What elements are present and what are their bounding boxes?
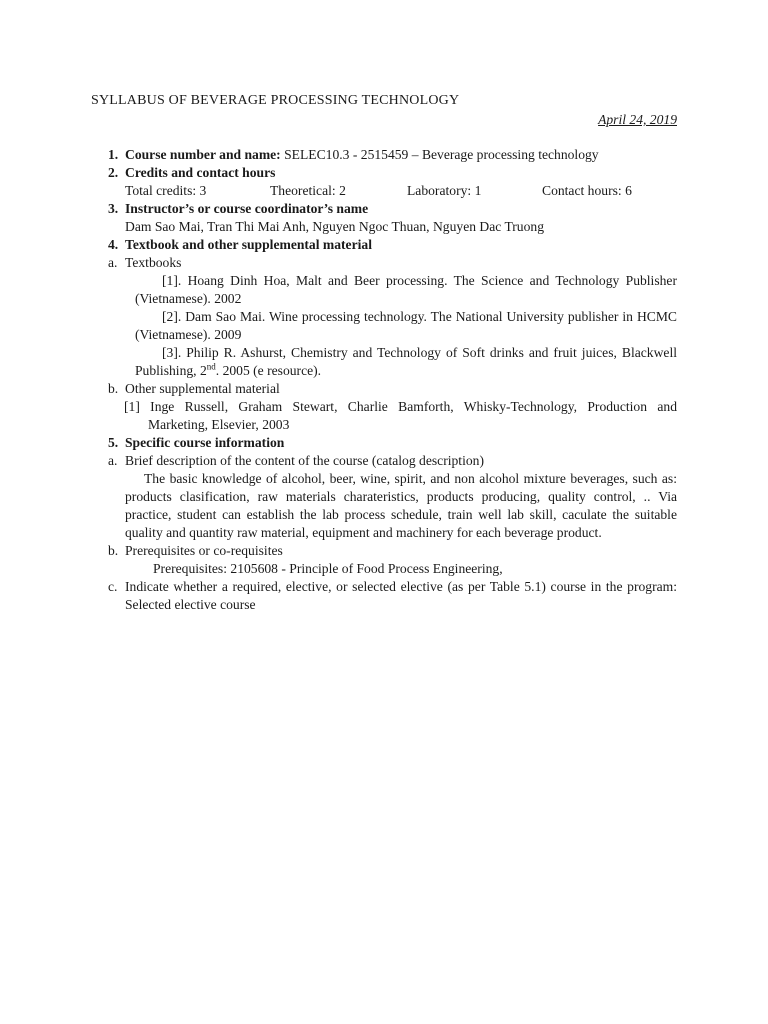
laboratory-credits: Laboratory: 1: [407, 183, 482, 198]
textbooks-item: [91, 254, 677, 272]
instructor-names: Dam Sao Mai, Tran Thi Mai Anh, Nguyen Ngoc Thuan, Nguyen Dac Truong: [125, 219, 544, 234]
reference-text: [3]. Philip R. Ashurst, Chemistry and Technology of Soft drinks and fruit juices, Blackwell Publishing, 2: [135, 345, 677, 378]
textbook-reference-3: [91, 344, 677, 380]
item-label: Other supplemental material: [125, 381, 280, 396]
document-body: [91, 146, 677, 614]
section-number: 1.: [108, 147, 119, 162]
theoretical-credits: Theoretical: 2: [270, 183, 346, 198]
course-number-name: SELEC10.3 - 2515459 – Beverage processing technology: [280, 147, 599, 162]
section-number: 4.: [108, 237, 119, 252]
prerequisites-item: [91, 542, 677, 560]
section-number: 2.: [108, 165, 119, 180]
item-label: Brief description of the content of the course (catalog description): [125, 453, 484, 468]
ordinal-superscript: nd: [206, 361, 216, 372]
prerequisites-text: Prerequisites: 2105608 - Principle of Food Process Engineering,: [153, 561, 503, 576]
section-number: 5.: [108, 435, 119, 450]
course-type-text: Indicate whether a required, elective, or selected elective (as per Table 5.1) course in the program: Selected elective course: [125, 579, 677, 612]
course-type-item: [91, 578, 677, 614]
item-letter: a.: [108, 255, 118, 270]
document-title: SYLLABUS OF BEVERAGE PROCESSING TECHNOLOGY: [91, 93, 460, 108]
reference-text-tail: . 2005 (e resource).: [215, 363, 322, 378]
textbook-reference-1: [1]. Hoang Dinh Hoa, Malt and Beer processing. The Science and Technology Publisher (Vietnamese). 2002: [135, 273, 677, 306]
section-5-heading: [91, 434, 677, 452]
item-letter: b.: [108, 543, 119, 558]
item-label: Prerequisites or co-requisites: [125, 543, 283, 558]
item-letter: c.: [108, 579, 118, 594]
supplemental-reference-1: [1] Inge Russell, Graham Stewart, Charlie Bamforth, Whisky-Technology, Production and Marketing, Elsevier, 2003: [124, 399, 677, 432]
textbook-reference-2: [2]. Dam Sao Mai. Wine processing technology. The National University publisher in HCMC (Vietnamese). 2009: [135, 309, 677, 342]
section-3-heading: [91, 200, 677, 218]
course-description: The basic knowledge of alcohol, beer, wine, spirit, and non alcohol mixture beverages, such as: products clasification, raw materials charateristics, products producing, quality control, .. Via practice, student can establish the lab process schedule, train well lab skill, caculate the suitable quality and quantity raw material, equipment and machinery for each beverage product.: [125, 471, 677, 540]
description-item: [91, 452, 677, 470]
item-letter: b.: [108, 381, 119, 396]
section-title: Textbook and other supplemental material: [125, 237, 372, 252]
section-title: Credits and contact hours: [125, 165, 276, 180]
item-label: Textbooks: [125, 255, 182, 270]
section-number: 3.: [108, 201, 119, 216]
section-title: Specific course information: [125, 435, 285, 450]
contact-hours: Contact hours: 6: [542, 183, 632, 198]
section-4-heading: [91, 236, 677, 254]
total-credits: Total credits: 3: [125, 183, 207, 198]
section-title: Course number and name:: [125, 147, 281, 162]
section-2-heading: [91, 164, 677, 182]
credits-row: [91, 182, 677, 200]
item-letter: a.: [108, 453, 118, 468]
section-1-heading: [91, 146, 677, 164]
section-title: Instructor’s or course coordinator’s name: [125, 201, 369, 216]
document-date: April 24, 2019: [598, 112, 677, 127]
supplemental-item: [91, 380, 677, 398]
